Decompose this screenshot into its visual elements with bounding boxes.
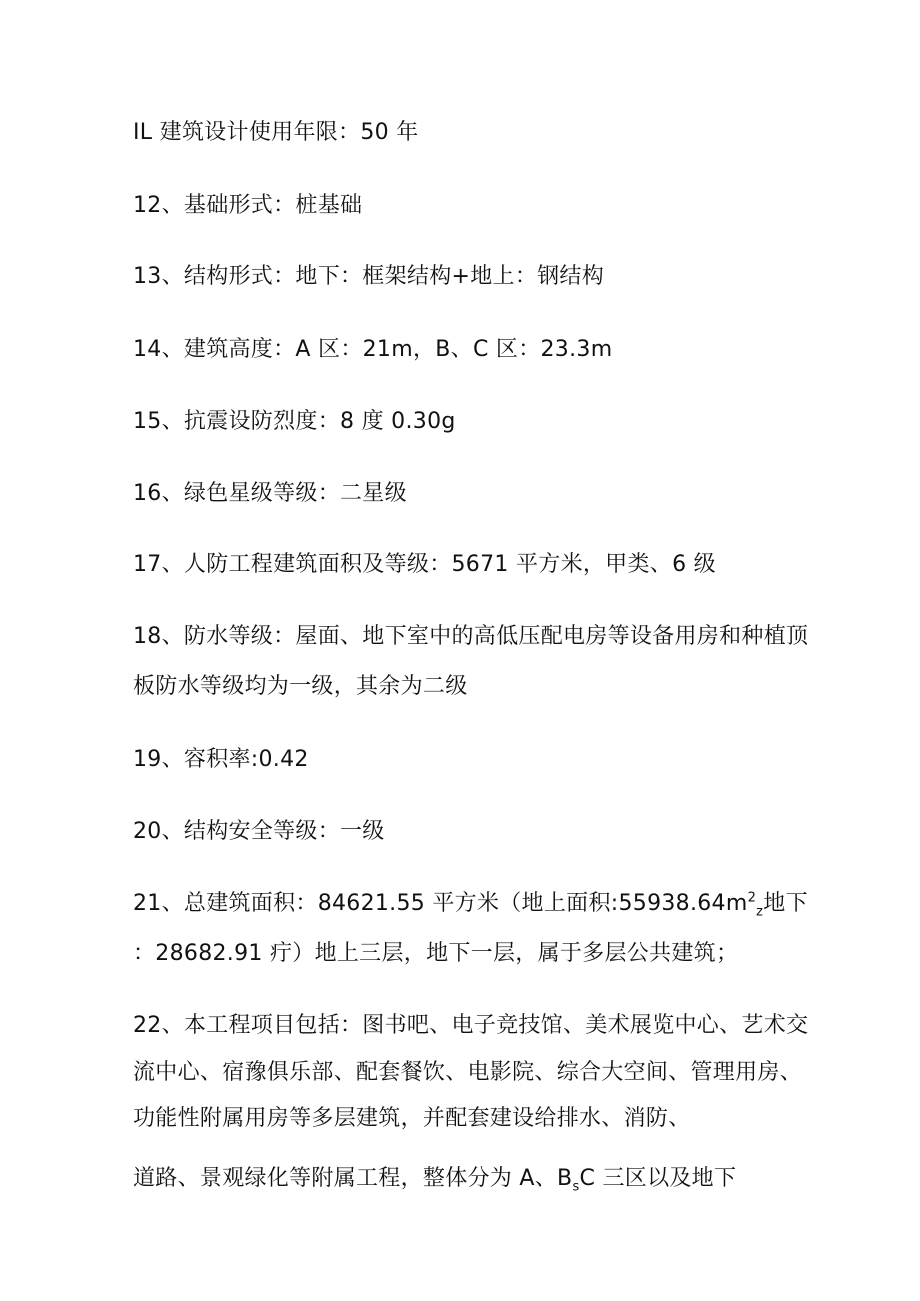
item-21-line-2: ：28682.91 疔）地上三层，地下一层，属于多层公共建筑； xyxy=(133,941,739,966)
item-18-line-2: 板防水等级均为一级，其余为二级 xyxy=(133,674,468,699)
item-22-line-2: 流中心、宿豫俱乐部、配套餐饮、电影院、综合大空间、管理用房、 xyxy=(133,1060,803,1085)
item-22-line-1: 22、本工程项目包括：图书吧、电子竞技馆、美术展览中心、艺术交 xyxy=(133,1013,809,1038)
item-22-line-3: 功能性附属用房等多层建筑，并配套建设给排水、消防、 xyxy=(133,1106,691,1131)
item-17: 17、人防工程建筑面积及等级：5671 平方米，甲类、6 级 xyxy=(133,552,716,577)
item-11: IL 建筑设计使用年限：50 年 xyxy=(133,120,419,145)
item-14: 14、建筑高度：A 区：21m，B、C 区：23.3m xyxy=(133,337,613,362)
item-21-superscript: 2 xyxy=(747,890,757,906)
item-21-text-a: 21、总建筑面积：84621.55 平方米（地上面积:55938.64m xyxy=(133,891,748,916)
item-22-text-b: C 三区以及地下 xyxy=(579,1166,737,1191)
item-15: 15、抗震设防烈度：8 度 0.30g xyxy=(133,409,456,434)
item-22-line-4 xyxy=(133,1166,737,1195)
item-20: 20、结构安全等级：一级 xyxy=(133,819,385,844)
item-22-text-a: 道路、景观绿化等附属工程，整体分为 A、B xyxy=(133,1166,573,1191)
item-16: 16、绿色星级等级：二星级 xyxy=(133,481,407,506)
item-21-subscript: z xyxy=(756,904,764,920)
item-21-text-b: 地下 xyxy=(763,891,808,916)
item-13: 13、结构形式：地下：框架结构+地上：钢结构 xyxy=(133,264,605,289)
item-21-line-1 xyxy=(133,890,808,920)
item-22-subscript: s xyxy=(572,1179,580,1195)
item-12: 12、基础形式：桩基础 xyxy=(133,193,363,218)
item-19: 19、容积率:0.42 xyxy=(133,747,309,772)
item-18-line-1: 18、防水等级：屋面、地下室中的高低压配电房等设备用房和种植顶 xyxy=(133,624,809,649)
